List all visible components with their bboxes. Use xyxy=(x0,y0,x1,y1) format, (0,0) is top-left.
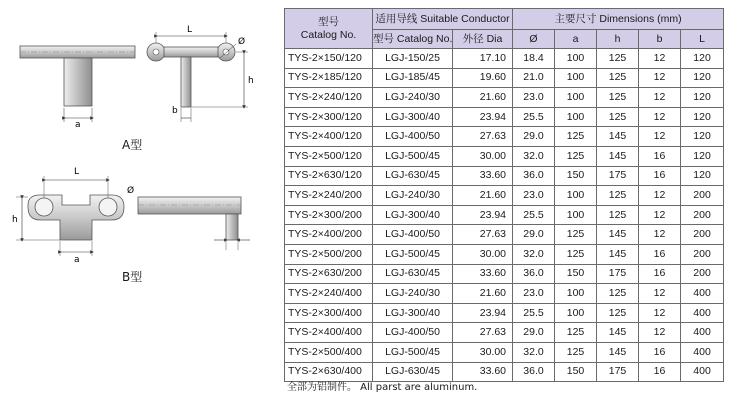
cell-diameter: 32.0 xyxy=(513,146,555,166)
table-row xyxy=(285,284,724,304)
cell-b: 16 xyxy=(639,146,681,166)
cell-h: 125 xyxy=(597,49,639,69)
cell-conductor-dia: 33.60 xyxy=(453,264,513,284)
cell-h: 145 xyxy=(597,127,639,147)
cell-diameter: 36.0 xyxy=(513,166,555,186)
cell-diameter: 36.0 xyxy=(513,362,555,382)
cell-L: 120 xyxy=(681,127,724,147)
cell-diameter: 23.0 xyxy=(513,186,555,206)
cell-conductor-dia: 27.63 xyxy=(453,225,513,245)
cell-b: 12 xyxy=(639,49,681,69)
cell-h: 145 xyxy=(597,244,639,264)
cell-L: 200 xyxy=(681,264,724,284)
cell-L: 400 xyxy=(681,362,724,382)
table-row xyxy=(285,127,724,147)
cell-L: 400 xyxy=(681,323,724,343)
cell-conductor-dia: 27.63 xyxy=(453,323,513,343)
dim-L-label-a: L xyxy=(187,25,193,35)
cell-b: 12 xyxy=(639,127,681,147)
cell-diameter: 18.4 xyxy=(513,49,555,69)
cell-h: 145 xyxy=(597,146,639,166)
type-a-label: A型 xyxy=(122,138,143,152)
type-b-side-view xyxy=(138,197,250,250)
table-row xyxy=(285,244,724,264)
cell-h: 145 xyxy=(597,225,639,245)
table-row xyxy=(285,68,724,88)
cell-b: 16 xyxy=(639,264,681,284)
cell-conductor-catalog: LGJ-150/25 xyxy=(373,49,453,69)
dim-a-label-a: a xyxy=(75,120,81,130)
cell-a: 100 xyxy=(555,107,597,127)
cell-conductor-catalog: LGJ-240/30 xyxy=(373,284,453,304)
cell-h: 125 xyxy=(597,68,639,88)
cell-L: 200 xyxy=(681,186,724,206)
cell-conductor-dia: 23.94 xyxy=(453,303,513,323)
header-conductor: 适用导线 Suitable Conductor xyxy=(373,9,513,30)
cell-catalog-no: TYS-2×185/120 xyxy=(285,68,373,88)
cell-catalog-no: TYS-2×300/400 xyxy=(285,303,373,323)
cell-L: 120 xyxy=(681,49,724,69)
cell-conductor-catalog: LGJ-185/45 xyxy=(373,68,453,88)
table-row xyxy=(285,225,724,245)
cell-conductor-catalog: LGJ-630/45 xyxy=(373,264,453,284)
cell-catalog-no: TYS-2×240/200 xyxy=(285,186,373,206)
cell-L: 200 xyxy=(681,205,724,225)
cell-L: 120 xyxy=(681,146,724,166)
cell-a: 125 xyxy=(555,127,597,147)
cell-h: 125 xyxy=(597,303,639,323)
footnote: 全部为铝制件。 All parst are aluminum. xyxy=(287,382,478,393)
cell-b: 12 xyxy=(639,88,681,108)
cell-h: 145 xyxy=(597,323,639,343)
dim-diameter-label-a: Ø xyxy=(238,37,246,47)
header-catalog xyxy=(285,9,373,49)
cell-a: 100 xyxy=(555,186,597,206)
header-catalog-cn: 型号 xyxy=(318,15,339,28)
cell-conductor-catalog: LGJ-400/50 xyxy=(373,323,453,343)
cell-conductor-catalog: LGJ-240/30 xyxy=(373,186,453,206)
cell-diameter: 25.5 xyxy=(513,107,555,127)
cell-a: 100 xyxy=(555,68,597,88)
cell-L: 120 xyxy=(681,166,724,186)
cell-h: 145 xyxy=(597,342,639,362)
cell-L: 200 xyxy=(681,244,724,264)
cell-catalog-no: TYS-2×150/120 xyxy=(285,49,373,69)
cell-a: 125 xyxy=(555,342,597,362)
cell-diameter: 32.0 xyxy=(513,342,555,362)
cell-catalog-no: TYS-2×240/400 xyxy=(285,284,373,304)
table-body xyxy=(285,49,724,382)
cell-conductor-dia: 21.60 xyxy=(453,88,513,108)
table-row xyxy=(285,264,724,284)
cell-conductor-catalog: LGJ-630/45 xyxy=(373,166,453,186)
cell-h: 125 xyxy=(597,107,639,127)
table-row xyxy=(285,342,724,362)
cell-conductor-catalog: LGJ-300/40 xyxy=(373,205,453,225)
cell-diameter: 29.0 xyxy=(513,225,555,245)
cell-conductor-catalog: LGJ-500/45 xyxy=(373,342,453,362)
cell-h: 175 xyxy=(597,166,639,186)
header-catalog-en: Catalog No. xyxy=(300,28,357,41)
cell-h: 125 xyxy=(597,284,639,304)
cell-catalog-no: TYS-2×500/200 xyxy=(285,244,373,264)
cell-conductor-dia: 30.00 xyxy=(453,244,513,264)
cell-a: 100 xyxy=(555,88,597,108)
technical-drawings xyxy=(0,0,280,408)
cell-catalog-no: TYS-2×400/200 xyxy=(285,225,373,245)
cell-conductor-dia: 23.94 xyxy=(453,205,513,225)
cell-diameter: 25.5 xyxy=(513,205,555,225)
cell-L: 400 xyxy=(681,303,724,323)
cell-b: 12 xyxy=(639,303,681,323)
cell-a: 150 xyxy=(555,362,597,382)
cell-catalog-no: TYS-2×400/120 xyxy=(285,127,373,147)
cell-conductor-catalog: LGJ-300/40 xyxy=(373,303,453,323)
header-dimensions: 主要尺寸 Dimensions (mm) xyxy=(513,9,724,30)
cell-conductor-dia: 30.00 xyxy=(453,342,513,362)
cell-diameter: 32.0 xyxy=(513,244,555,264)
type-b-label: B型 xyxy=(122,270,143,284)
cell-diameter: 36.0 xyxy=(513,264,555,284)
cell-L: 120 xyxy=(681,107,724,127)
specification-table xyxy=(284,8,724,382)
dim-L-label-b: L xyxy=(74,167,80,177)
cell-conductor-dia: 19.60 xyxy=(453,68,513,88)
type-a-side-view xyxy=(20,46,135,122)
table-row xyxy=(285,107,724,127)
cell-conductor-dia: 23.94 xyxy=(453,107,513,127)
cell-diameter: 25.5 xyxy=(513,303,555,323)
cell-conductor-dia: 33.60 xyxy=(453,362,513,382)
header-col-L: L xyxy=(681,30,724,49)
cell-conductor-catalog: LGJ-240/30 xyxy=(373,88,453,108)
header-col-h: h xyxy=(597,30,639,49)
cell-L: 120 xyxy=(681,88,724,108)
cell-a: 100 xyxy=(555,49,597,69)
cell-a: 100 xyxy=(555,303,597,323)
cell-catalog-no: TYS-2×630/200 xyxy=(285,264,373,284)
header-conductor-catalog: 型号 Catalog No. xyxy=(373,30,453,49)
cell-a: 100 xyxy=(555,205,597,225)
cell-conductor-dia: 33.60 xyxy=(453,166,513,186)
cell-b: 12 xyxy=(639,284,681,304)
cell-a: 125 xyxy=(555,323,597,343)
cell-h: 125 xyxy=(597,205,639,225)
cell-catalog-no: TYS-2×500/400 xyxy=(285,342,373,362)
cell-catalog-no: TYS-2×300/120 xyxy=(285,107,373,127)
table-row xyxy=(285,49,724,69)
cell-a: 125 xyxy=(555,146,597,166)
dim-h-label-a: h xyxy=(248,76,254,86)
cell-b: 12 xyxy=(639,68,681,88)
cell-h: 125 xyxy=(597,88,639,108)
cell-a: 125 xyxy=(555,244,597,264)
header-col-diameter: Ø xyxy=(513,30,555,49)
header-col-b: b xyxy=(639,30,681,49)
dim-b-label-a: b xyxy=(172,106,178,116)
cell-L: 200 xyxy=(681,225,724,245)
cell-conductor-catalog: LGJ-500/45 xyxy=(373,146,453,166)
cell-conductor-catalog: LGJ-300/40 xyxy=(373,107,453,127)
dim-diameter-label-b: Ø xyxy=(127,186,135,196)
table-row xyxy=(285,166,724,186)
cell-diameter: 23.0 xyxy=(513,88,555,108)
cell-diameter: 23.0 xyxy=(513,284,555,304)
cell-catalog-no: TYS-2×300/200 xyxy=(285,205,373,225)
type-b-front-view xyxy=(16,176,124,256)
cell-b: 16 xyxy=(639,166,681,186)
cell-b: 12 xyxy=(639,225,681,245)
cell-conductor-catalog: LGJ-500/45 xyxy=(373,244,453,264)
table-row xyxy=(285,146,724,166)
cell-diameter: 29.0 xyxy=(513,127,555,147)
cell-b: 16 xyxy=(639,244,681,264)
table-row xyxy=(285,186,724,206)
cell-b: 12 xyxy=(639,323,681,343)
cell-a: 150 xyxy=(555,166,597,186)
type-a-front-view xyxy=(147,32,248,122)
cell-h: 175 xyxy=(597,362,639,382)
cell-catalog-no: TYS-2×630/120 xyxy=(285,166,373,186)
cell-conductor-dia: 30.00 xyxy=(453,146,513,166)
header-col-a: a xyxy=(555,30,597,49)
cell-conductor-dia: 21.60 xyxy=(453,284,513,304)
cell-conductor-catalog: LGJ-400/50 xyxy=(373,225,453,245)
dim-a-label-b: a xyxy=(74,255,80,265)
cell-conductor-catalog: LGJ-400/50 xyxy=(373,127,453,147)
cell-b: 12 xyxy=(639,107,681,127)
cell-b: 16 xyxy=(639,342,681,362)
dim-h-label-b: h xyxy=(12,215,18,225)
cell-a: 100 xyxy=(555,284,597,304)
table-row xyxy=(285,323,724,343)
cell-a: 125 xyxy=(555,225,597,245)
cell-h: 125 xyxy=(597,186,639,206)
cell-catalog-no: TYS-2×240/120 xyxy=(285,88,373,108)
cell-b: 16 xyxy=(639,362,681,382)
header-conductor-dia: 外径 Dia xyxy=(453,30,513,49)
cell-b: 12 xyxy=(639,205,681,225)
cell-h: 175 xyxy=(597,264,639,284)
cell-catalog-no: TYS-2×400/400 xyxy=(285,323,373,343)
cell-conductor-dia: 17.10 xyxy=(453,49,513,69)
cell-b: 12 xyxy=(639,186,681,206)
cell-L: 400 xyxy=(681,342,724,362)
cell-catalog-no: TYS-2×630/400 xyxy=(285,362,373,382)
cell-L: 120 xyxy=(681,68,724,88)
cell-diameter: 29.0 xyxy=(513,323,555,343)
table-row xyxy=(285,205,724,225)
cell-diameter: 21.0 xyxy=(513,68,555,88)
cell-conductor-dia: 27.63 xyxy=(453,127,513,147)
cell-L: 400 xyxy=(681,284,724,304)
cell-catalog-no: TYS-2×500/120 xyxy=(285,146,373,166)
cell-a: 150 xyxy=(555,264,597,284)
table-row xyxy=(285,303,724,323)
cell-conductor-catalog: LGJ-630/45 xyxy=(373,362,453,382)
table-row xyxy=(285,88,724,108)
cell-conductor-dia: 21.60 xyxy=(453,186,513,206)
